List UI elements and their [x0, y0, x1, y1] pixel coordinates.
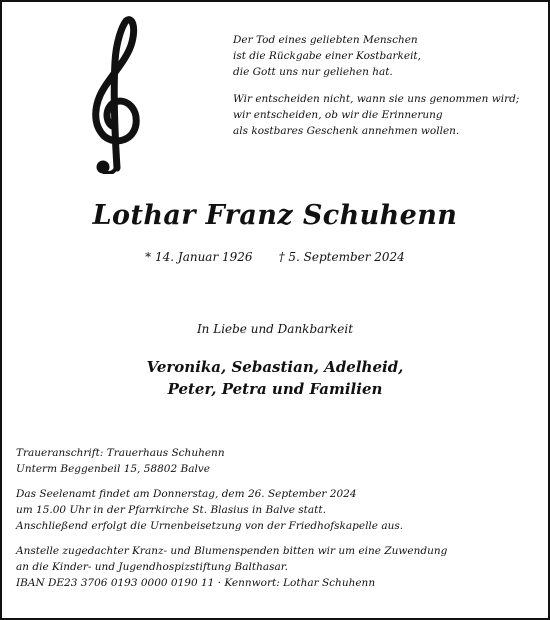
quote-line: die Gott uns nur geliehen hat.	[233, 66, 393, 78]
mourners-line: Peter, Petra und Familien	[167, 380, 383, 398]
birth-date: * 14. Januar 1926	[145, 250, 253, 264]
quote-line: ist die Rückgabe einer Kostbarkeit,	[233, 50, 421, 62]
address-line: Traueranschrift: Trauerhaus Schuhenn	[16, 447, 225, 459]
condolence-address	[16, 445, 541, 477]
deceased-name: Lothar Franz Schuhenn	[92, 200, 458, 231]
quote-line: Der Tod eines geliebten Menschen	[233, 34, 418, 46]
service-line: um 15.00 Uhr in der Pfarrkirche St. Blasius in Balve statt.	[16, 504, 326, 516]
donation-line: IBAN DE23 3706 0193 0000 0190 11 · Kennwort: Lothar Schuhenn	[16, 577, 376, 589]
address-line: Unterm Beggenbeil 15, 58802 Balve	[16, 463, 210, 475]
service-line: Das Seelenamt findet am Donnerstag, dem 26. September 2024	[16, 488, 357, 500]
quote-line: wir entscheiden, ob wir die Erinnerung	[233, 109, 443, 121]
donation-line: an die Kinder- und Jugendhospizstiftung Balthasar.	[16, 561, 288, 573]
memorial-quote	[233, 32, 545, 150]
quote-line: Wir entscheiden nicht, wann sie uns genommen wird;	[233, 93, 520, 105]
donation-line: Anstelle zugedachter Kranz- und Blumenspenden bitten wir um eine Zuwendung	[16, 545, 448, 557]
service-line: Anschließend erfolgt die Urnenbeisetzung von der Friedhofskapelle aus.	[16, 520, 404, 532]
treble-clef-icon	[90, 16, 140, 174]
donation-info	[16, 543, 541, 591]
life-dates	[2, 250, 548, 264]
notice-details	[16, 445, 541, 600]
quote-stanza-2	[233, 91, 545, 139]
death-date: † 5. September 2024	[278, 250, 405, 264]
quote-stanza-1	[233, 32, 545, 80]
mourners-line: Veronika, Sebastian, Adelheid,	[146, 358, 404, 376]
service-info	[16, 486, 541, 534]
quote-line: als kostbares Geschenk annehmen wollen.	[233, 125, 460, 137]
mourners-list	[2, 356, 548, 400]
dedication-line: In Liebe und Dankbarkeit	[196, 322, 354, 336]
